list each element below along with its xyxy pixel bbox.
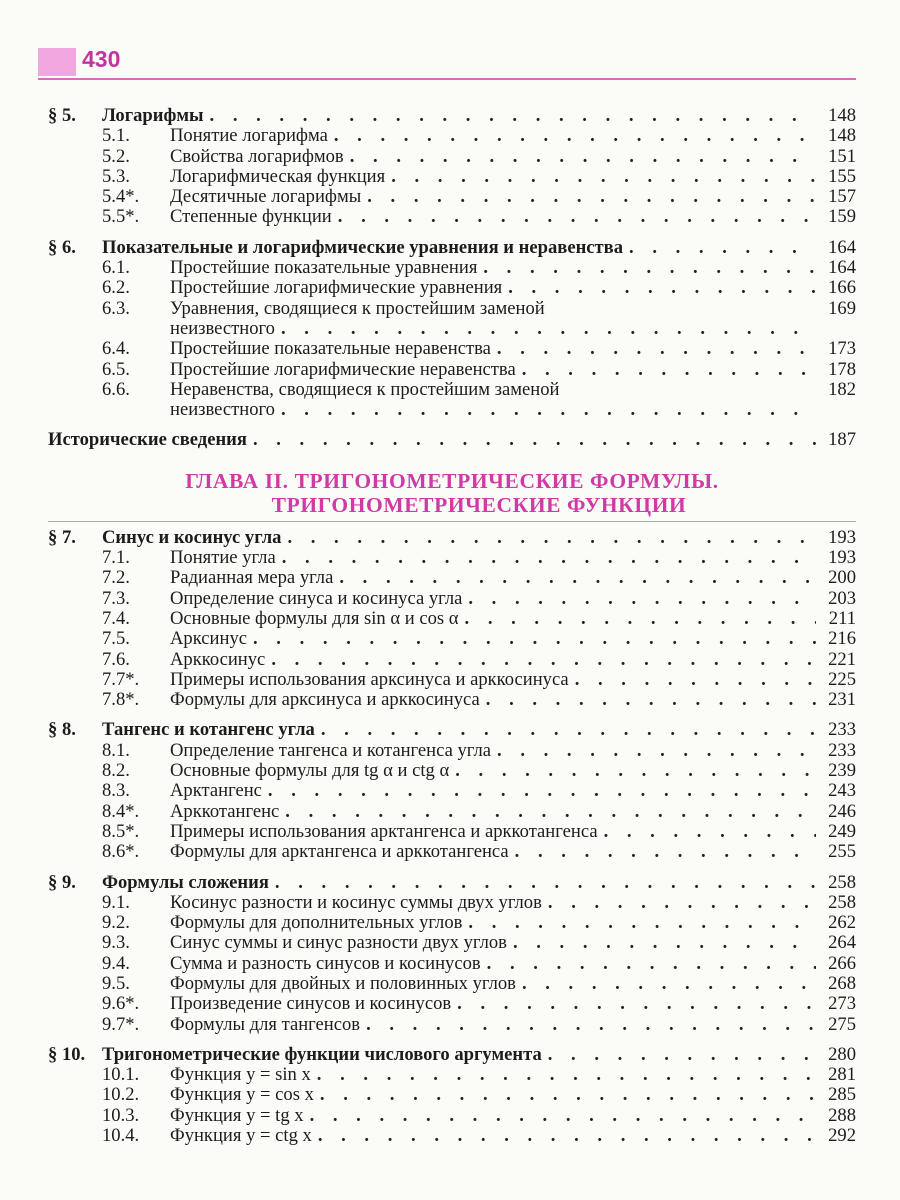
entry-title: Простейшие логарифмические уравнения [170,277,503,299]
entry-body [170,568,816,588]
entry-body [170,299,816,340]
entry-body [170,339,816,359]
page-ref: 255 [828,841,856,863]
subsection-row[interactable] [48,994,856,1014]
subsection-row[interactable] [48,568,856,588]
entry-body [170,761,816,781]
entry-title-continued [170,319,816,339]
entry-title: Арккосинус [170,648,266,670]
subsection-row[interactable] [48,380,856,421]
entry-title: Десятичные логарифмы [170,186,362,208]
page-ref: 221 [828,648,856,670]
dot-leader [360,1015,816,1035]
dot-leader [332,207,816,227]
dot-leader [598,822,816,842]
page-ref: 157 [828,186,856,208]
entry-number: § 10. [48,1043,86,1065]
entry-title: Основные формулы для sin α и cos α [170,607,459,629]
entry-title: Синус и косинус угла [102,526,282,548]
entry-title: Функция y = cos x [170,1084,314,1106]
entry-number: 9.3. [102,932,130,954]
page-ref: 164 [828,257,856,279]
page-ref: 178 [828,358,856,380]
entry-number: 8.6*. [102,841,140,863]
page-ref: 164 [828,236,856,258]
entry-title: Примеры использования арксинуса и арккосинуса [170,668,569,690]
dot-leader [509,842,816,862]
entry-number: 6.5. [102,358,130,380]
entry-title: Определение синуса и косинуса угла [170,587,463,609]
subsection-row[interactable] [48,954,856,974]
entry-number: 10.2. [102,1084,140,1106]
entry-number: 9.7*. [102,1013,140,1035]
entry-body [170,781,816,801]
subsection-row[interactable] [48,299,856,340]
entry-body [170,147,816,167]
subsection-row[interactable] [48,670,856,690]
dot-leader [462,913,816,933]
spacer [48,451,856,469]
subsection-row[interactable] [48,761,856,781]
entry-body [170,802,816,822]
page-ref: 200 [828,567,856,589]
entry-body [170,650,816,670]
page-ref: 169 [828,297,856,319]
entry-number: 5.2. [102,145,130,167]
subsection-row[interactable] [48,933,856,953]
entry-number: 7.3. [102,587,130,609]
dot-leader [516,360,816,380]
entry-title-continued [170,400,816,420]
entry-title: Понятие логарифма [170,125,328,147]
subsection-row[interactable] [48,741,856,761]
entry-number: 8.4*. [102,800,140,822]
entry-number: 9.1. [102,891,130,913]
entry-body [170,893,816,913]
entry-number: 6.3. [102,297,130,319]
entry-number: 7.1. [102,547,130,569]
dot-leader [262,781,816,801]
entry-title: Основные формулы для tg α и ctg α [170,760,450,782]
entry-title: Примеры использования арктангенса и арккотангенса [170,820,598,842]
entry-title: Формулы для двойных и половинных углов [170,972,516,994]
dot-leader [516,974,816,994]
dot-leader [569,670,816,690]
subsection-row[interactable] [48,1085,856,1105]
entry-number: 5.3. [102,165,130,187]
section-row[interactable] [48,873,856,893]
subsection-row[interactable] [48,650,856,670]
entry-number: 8.2. [102,760,130,782]
dot-leader [361,187,816,207]
dot-leader [481,954,816,974]
subsection-row[interactable] [48,629,856,649]
subsection-row[interactable] [48,609,856,629]
entry-number: § 5. [48,105,76,126]
subsection-row[interactable] [48,893,856,913]
entry-number: 7.2. [102,567,130,589]
entry-number: 6.2. [102,277,130,299]
section-row[interactable] [48,720,856,740]
entry-title: Радианная мера угла [170,567,334,589]
dot-leader [265,650,816,670]
entry-title: Арккотангенс [170,800,280,822]
page-ref: 249 [828,820,856,842]
entry-title: Логарифмическая функция [170,165,386,187]
entry-title: Понятие угла [170,547,276,569]
entry-number: 5.4*. [102,186,140,208]
page-ref: 243 [828,780,856,802]
page-ref: 187 [828,429,856,451]
page-ref: 151 [828,145,856,167]
entry-number: 7.5. [102,628,130,650]
entry-body [170,548,816,568]
entry-number: § 6. [48,236,76,258]
page-ref: 266 [828,952,856,974]
entry-body [170,1065,816,1085]
entry-title: Формулы для тангенсов [170,1013,361,1035]
page-ref: 203 [828,587,856,609]
dot-leader [312,1126,816,1146]
entry-title: Арксинус [170,628,247,650]
page-number: 430 [82,46,121,72]
entry-body [170,1126,816,1146]
page-ref: 275 [828,1013,856,1035]
entry-number: 7.4. [102,607,130,629]
entry-title: Формулы для дополнительных углов [170,912,463,934]
dot-leader [507,933,816,953]
entry-body [170,629,816,649]
subsection-row[interactable] [48,974,856,994]
entry-body [102,1045,816,1065]
entry-body [170,278,816,298]
dot-leader [542,1045,816,1065]
page-ref: 280 [828,1043,856,1065]
subsection-row[interactable] [48,1015,856,1035]
subsection-row[interactable] [48,207,856,227]
entry-title: Определение тангенса и котангенса угла [170,739,492,761]
entry-number: 6.1. [102,257,130,279]
entry-title-line2: неизвестного [170,399,275,421]
entry-title: Формулы сложения [102,871,269,893]
subsection-row[interactable] [48,690,856,710]
section-row[interactable] [48,528,856,548]
dot-leader [385,167,816,187]
entry-body [102,873,816,893]
entry-title: Тригонометрические функции числового аргумента [102,1043,542,1065]
spacer [48,863,856,873]
dot-leader [344,147,816,167]
subsection-row[interactable] [48,126,856,146]
entry-body [102,106,816,126]
entry-number: 6.4. [102,338,130,360]
page-ref: 193 [828,547,856,569]
dot-leader [459,609,816,629]
chapter-title-line2: ТРИГОНОМЕТРИЧЕСКИЕ ФУНКЦИИ [271,492,687,517]
page-ref: 166 [828,277,856,299]
entry-number: 9.6*. [102,993,140,1015]
dot-leader [449,761,816,781]
section-row[interactable] [48,106,856,126]
entry-number: 8.3. [102,780,130,802]
subsection-row[interactable] [48,802,856,822]
page-ref: 281 [828,1064,856,1086]
entry-body [170,741,816,761]
entry-title: Неравенства, сводящиеся к простейшим заменой [170,378,560,400]
dot-leader [502,278,816,298]
entry-number: 5.1. [102,125,130,147]
subsection-row[interactable] [48,360,856,380]
entry-body [170,933,816,953]
dot-leader [480,690,816,710]
subsection-row[interactable] [48,589,856,609]
dot-leader [275,400,816,420]
entry-body [48,430,816,450]
entry-body [102,238,816,258]
entry-title: Уравнения, сводящиеся к простейшим заменой [170,297,545,319]
page-ref: 239 [828,760,856,782]
chapter-heading [48,469,856,517]
dot-leader [269,873,816,893]
entry-title: Функция y = sin x [170,1064,311,1086]
chapter-title-line1: ГЛАВА II. ТРИГОНОМЕТРИЧЕСКИЕ ФОРМУЛЫ. [185,468,719,493]
entry-title: Показательные и логарифмические уравнения и неравенства [102,236,624,258]
entry-title: Простейшие показательные неравенства [170,338,491,360]
dot-leader [477,258,816,278]
page-ref: 233 [828,739,856,761]
entry-body [170,842,816,862]
section-row[interactable] [48,430,856,450]
divider [48,521,856,522]
section-row[interactable] [48,1045,856,1065]
entry-title: Функция y = ctg x [170,1125,312,1147]
entry-body [102,720,816,740]
page-ref: 173 [828,338,856,360]
page-ref: 216 [828,628,856,650]
page-ref: 292 [828,1125,856,1147]
page-ref: 148 [828,125,856,147]
page-ref: 231 [828,689,856,711]
entry-body [170,187,816,207]
entry-number: 7.7*. [102,668,140,690]
entry-body [170,589,816,609]
subsection-row[interactable] [48,1065,856,1085]
entry-body [170,167,816,187]
subsection-row[interactable] [48,187,856,207]
subsection-row[interactable] [48,258,856,278]
entry-body [102,528,816,548]
subsection-row[interactable] [48,548,856,568]
page-ref: 258 [828,891,856,913]
entry-number: 10.4. [102,1125,140,1147]
page-ref: 246 [828,800,856,822]
entry-number: 6.6. [102,378,130,400]
dot-leader [204,106,816,126]
page-ref: 273 [828,993,856,1015]
page-ref: 262 [828,912,856,934]
entry-title: Косинус разности и косинус суммы двух углов [170,891,542,913]
entry-body [170,609,816,629]
entry-body [170,207,816,227]
dot-leader [276,548,816,568]
page-ref: 211 [828,607,856,629]
entry-title: Свойства логарифмов [170,145,344,167]
subsection-row[interactable] [48,167,856,187]
entry-title: Синус суммы и синус разности двух углов [170,932,507,954]
entry-title: Степенные функции [170,206,332,228]
entry-body [170,258,816,278]
dot-leader [315,720,816,740]
subsection-row[interactable] [48,147,856,167]
entry-title: Логарифмы [102,105,204,126]
subsection-row[interactable] [48,913,856,933]
dot-leader [314,1085,816,1105]
subsection-row[interactable] [48,339,856,359]
entry-title-line2: неизвестного [170,317,275,339]
dot-leader [491,741,816,761]
dot-leader [328,126,816,146]
entry-number: § 8. [48,719,76,741]
entry-number: 5.5*. [102,206,140,228]
entry-body [170,822,816,842]
entry-title: Функция y = tg x [170,1104,304,1126]
page-marker [38,48,76,76]
entry-number: 8.5*. [102,820,140,842]
section-row[interactable] [48,238,856,258]
page-ref: 233 [828,719,856,741]
dot-leader [275,319,816,339]
dot-leader [247,629,816,649]
page-ref: 264 [828,932,856,954]
entry-body [170,954,816,974]
entry-number: 8.1. [102,739,130,761]
entry-title: Исторические сведения [48,429,247,451]
entry-number: § 9. [48,871,76,893]
entry-body [170,126,816,146]
entry-title: Простейшие логарифмические неравенства [170,358,516,380]
page-ref: 148 [828,105,856,126]
entry-body [170,670,816,690]
subsection-row[interactable] [48,781,856,801]
entry-body [170,1085,816,1105]
entry-title: Формулы для арктангенса и арккотангенса [170,841,509,863]
subsection-row[interactable] [48,278,856,298]
dot-leader [281,528,816,548]
entry-body [170,913,816,933]
dot-leader [333,568,816,588]
dot-leader [542,893,816,913]
entry-body [170,380,816,421]
entry-title: Арктангенс [170,780,262,802]
page-ref: 193 [828,526,856,548]
entry-number: 9.2. [102,912,130,934]
entry-body [170,974,816,994]
page-ref: 225 [828,668,856,690]
page-ref: 285 [828,1084,856,1106]
entry-title: Простейшие показательные уравнения [170,257,478,279]
page-ref: 155 [828,165,856,187]
entry-title: Произведение синусов и косинусов [170,993,452,1015]
entry-body [170,1106,816,1126]
entry-body [170,360,816,380]
entry-number: 10.1. [102,1064,140,1086]
dot-leader [311,1065,816,1085]
page-header [38,44,856,80]
page-ref: 159 [828,206,856,228]
entry-title: Сумма и разность синусов и косинусов [170,952,481,974]
page-ref: 268 [828,972,856,994]
entry-body [170,994,816,1014]
entry-number: 9.5. [102,972,130,994]
subsection-row[interactable] [48,1106,856,1126]
entry-number: § 7. [48,526,76,548]
entry-title: Формулы для арксинуса и арккосинуса [170,689,480,711]
subsection-row[interactable] [48,822,856,842]
subsection-row[interactable] [48,842,856,862]
dot-leader [247,430,816,450]
dot-leader [451,994,816,1014]
entry-body [170,1015,816,1035]
entry-body [170,690,816,710]
table-of-contents [48,106,856,1146]
page-ref: 258 [828,871,856,893]
page-ref: 288 [828,1104,856,1126]
entry-number: 9.4. [102,952,130,974]
entry-title: Тангенс и котангенс угла [102,719,315,741]
entry-number: 7.6. [102,648,130,670]
dot-leader [279,802,816,822]
entry-number: 7.8*. [102,689,140,711]
dot-leader [304,1106,816,1126]
dot-leader [623,238,816,258]
page-ref: 182 [828,378,856,400]
dot-leader [491,339,816,359]
entry-number: 10.3. [102,1104,140,1126]
dot-leader [462,589,816,609]
subsection-row[interactable] [48,1126,856,1146]
